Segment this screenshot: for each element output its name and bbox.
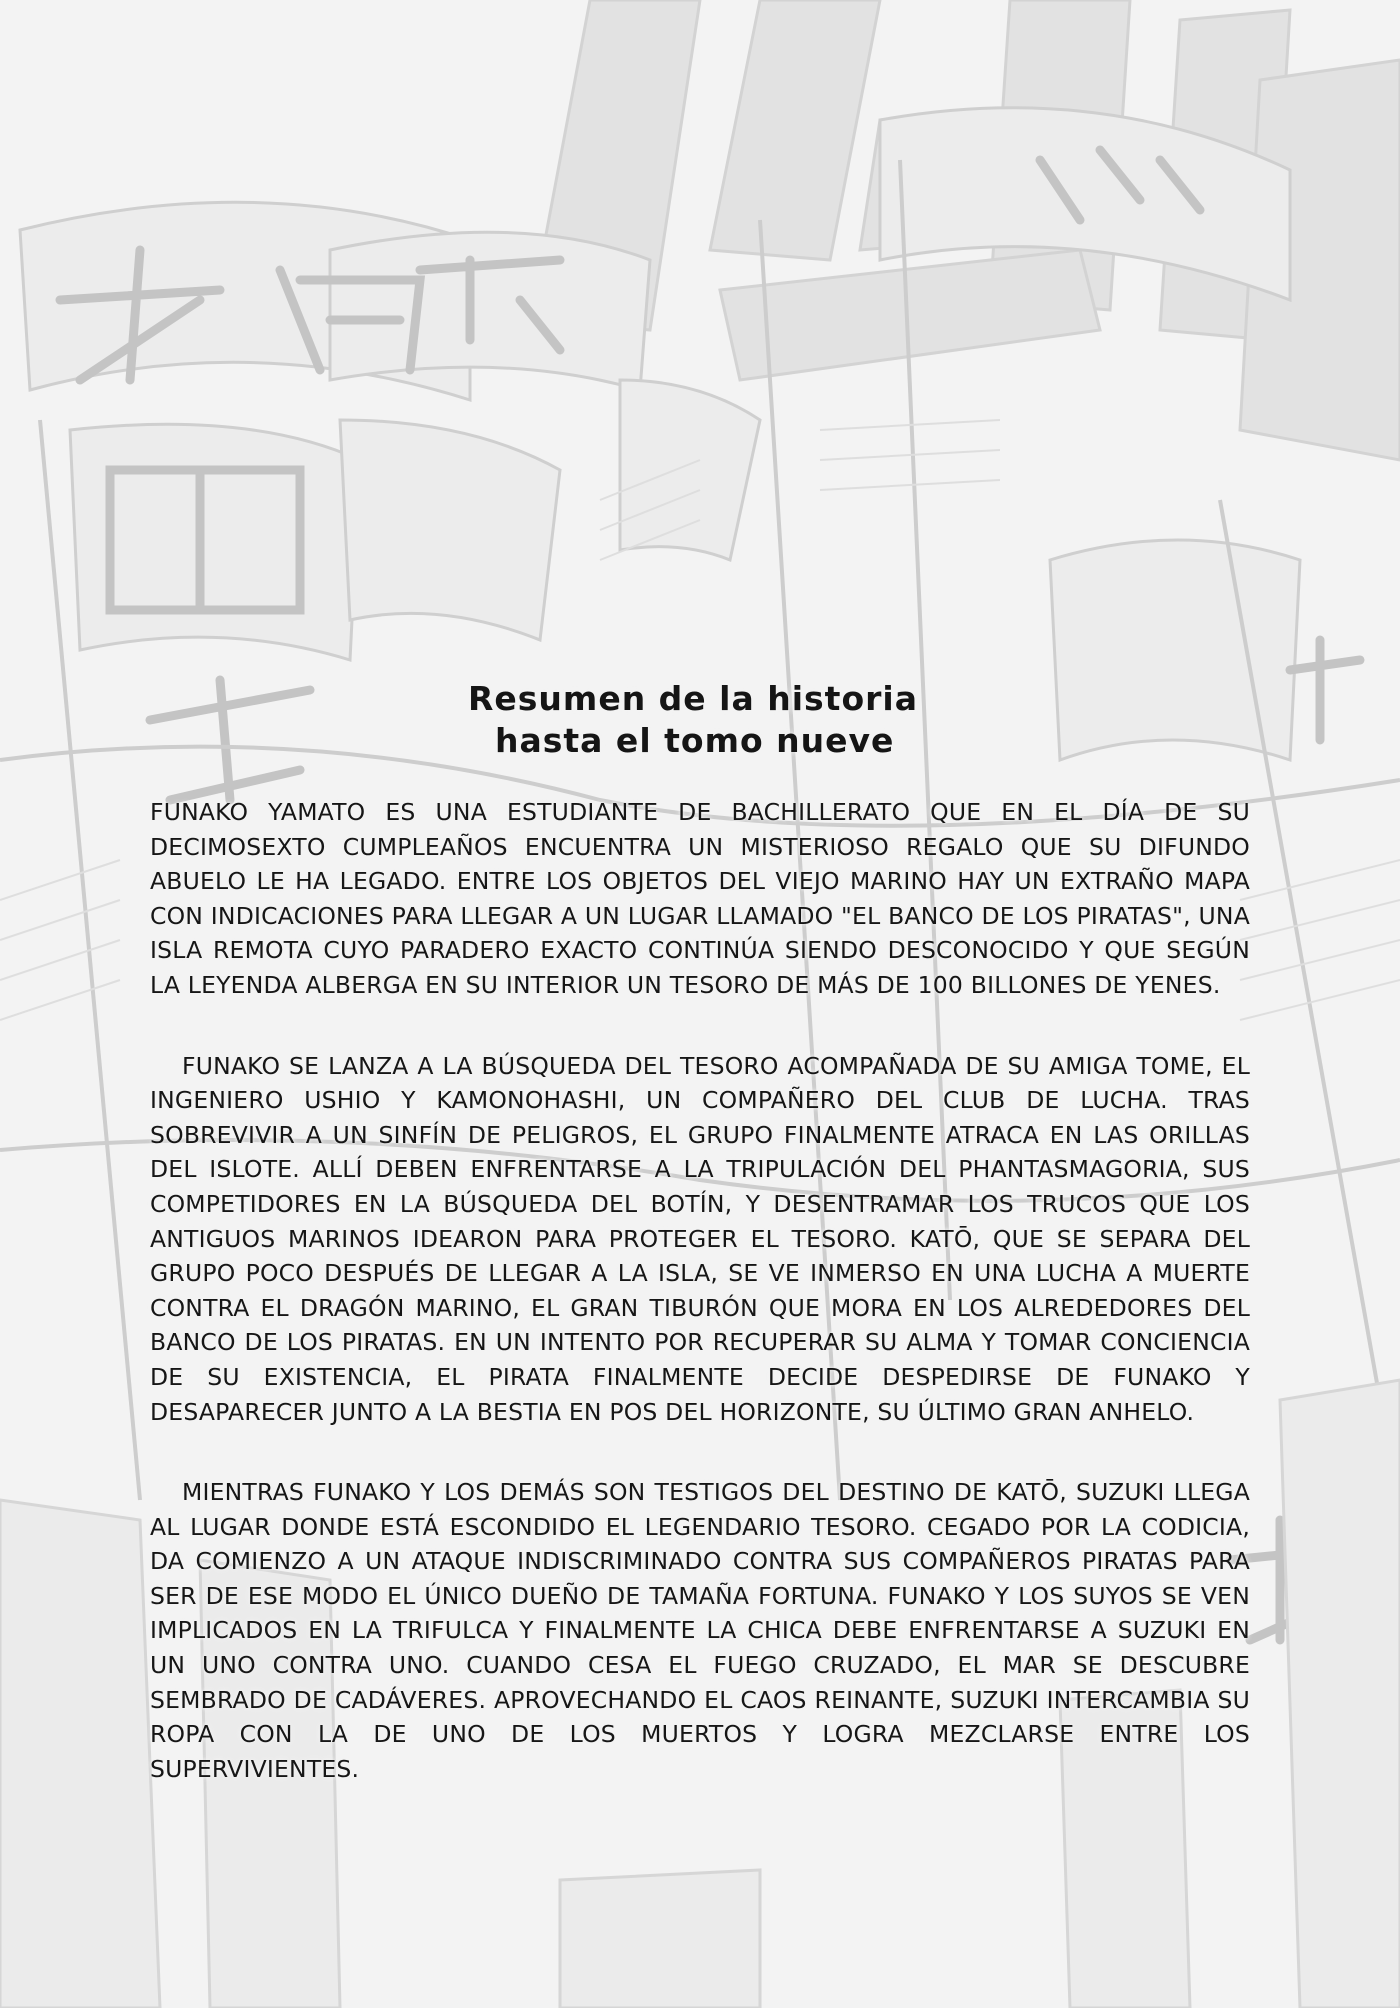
- summary-title-line-2: hasta el tomo nueve: [495, 721, 895, 760]
- summary-title: [420, 678, 1020, 762]
- summary-title-line-1: Resumen de la historia: [468, 679, 918, 718]
- summary-paragraph-1: FUNAKO YAMATO ES UNA ESTUDIANTE DE BACHILLERATO QUE EN EL DÍA DE SU DECIMOSEXTO CUMPLEAÑOS ENCUENTRA UN MISTERIOSO REGALO QUE SU DIFUNDO ABUELO LE HA LEGADO. ENTRE LOS OBJETOS DEL VIEJO MARINO HAY UN EXTRAÑO MAPA CON INDICACIONES PARA LLEGAR A UN LUGAR LLAMADO "EL BANCO DE LOS PIRATAS", UNA ISLA REMOTA CUYO PARADERO EXACTO CONTINÚA SIENDO DESCONOCIDO Y QUE SEGÚN LA LEYENDA ALBERGA EN SU INTERIOR UN TESORO DE MÁS DE 100 BILLONES DE YENES.: [150, 798, 1250, 999]
- summary-paragraph-2: FUNAKO SE LANZA A LA BÚSQUEDA DEL TESORO ACOMPAÑADA DE SU AMIGA TOME, EL INGENIERO USHIO Y KAMONOHASHI, UN COMPAÑERO DEL CLUB DE LUCHA. TRAS SOBREVIVIR A UN SINFÍN DE PELIGROS, EL GRUPO FINALMENTE ATRACA EN LAS ORILLAS DEL ISLOTE. ALLÍ DEBEN ENFRENTARSE A LA TRIPULACIÓN DEL PHANTASMAGORIA, SUS COMPETIDORES EN LA BÚSQUEDA DEL BOTÍN, Y DESENTRAMAR LOS TRUCOS QUE LOS ANTIGUOS MARINOS IDEARON PARA PROTEGER EL TESORO. KATŌ, QUE SE SEPARA DEL GRUPO POCO DESPUÉS DE LLEGAR A LA ISLA, SE VE INMERSO EN UNA LUCHA A MUERTE CONTRA EL DRAGÓN MARINO, EL GRAN TIBURÓN QUE MORA EN LOS ALREDEDORES DEL BANCO DE LOS PIRATAS. EN UN INTENTO POR RECUPERAR SU ALMA Y TOMAR CONCIENCIA DE SU EXISTENCIA, EL PIRATA FINALMENTE DECIDE DESPEDIRSE DE FUNAKO Y DESAPARECER JUNTO A LA BESTIA EN POS DEL HORIZONTE, SU ÚLTIMO GRAN ANHELO.: [150, 1051, 1250, 1426]
- story-summary: [150, 795, 1250, 1786]
- summary-paragraph-3: MIENTRAS FUNAKO Y LOS DEMÁS SON TESTIGOS DEL DESTINO DE KATŌ, SUZUKI LLEGA AL LUGAR DONDE ESTÁ ESCONDIDO EL LEGENDARIO TESORO. CEGADO POR LA CODICIA, DA COMIENZO A UN ATAQUE INDISCRIMINADO CONTRA SUS COMPAÑEROS PIRATAS PARA SER DE ESE MODO EL ÚNICO DUEÑO DE TAMAÑA FORTUNA. FUNAKO Y LOS SUYOS SE VEN IMPLICADOS EN LA TRIFULCA Y FINALMENTE LA CHICA DEBE ENFRENTARSE A SUZUKI EN UN UNO CONTRA UNO. CUANDO CESA EL FUEGO CRUZADO, EL MAR SE DESCUBRE SEMBRADO DE CADÁVERES. APROVECHANDO EL CAOS REINANTE, SUZUKI INTERCAMBIA SU ROPA CON LA DE UNO DE LOS MUERTOS Y LOGRA MEZCLARSE ENTRE LOS SUPERVIVIENTES.: [150, 1478, 1250, 1783]
